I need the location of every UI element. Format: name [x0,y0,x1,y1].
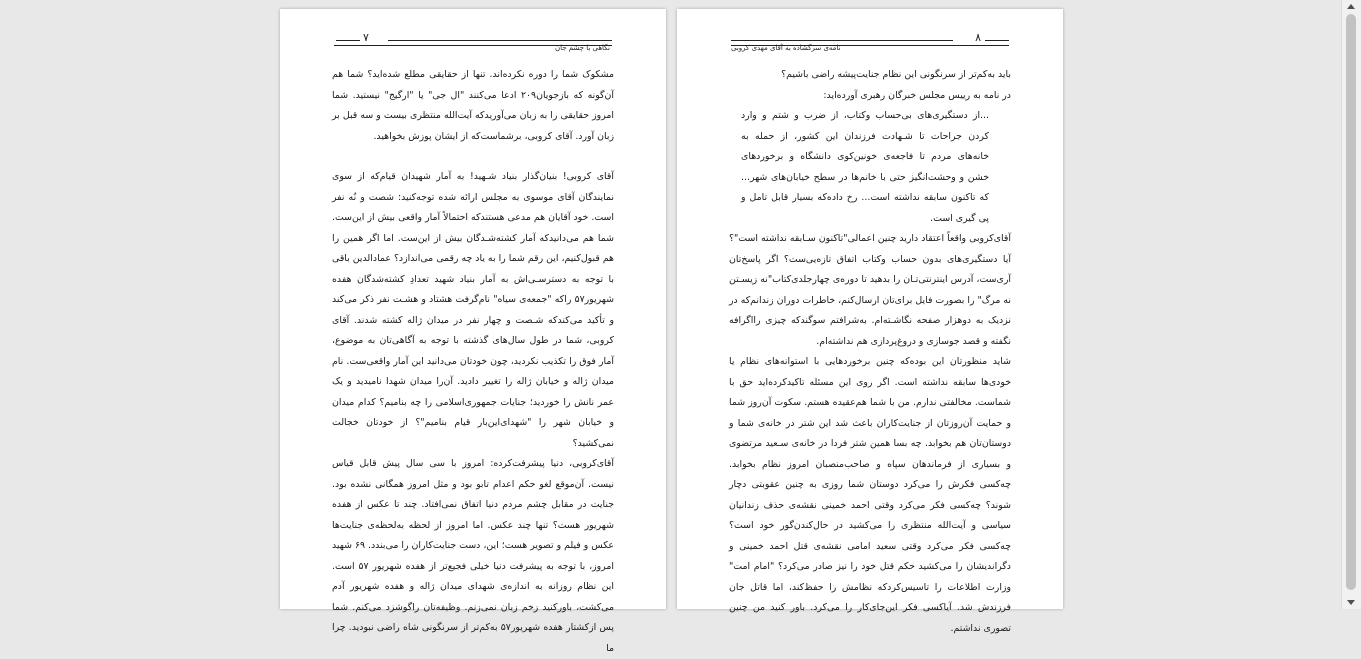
page-body [729,65,1011,639]
page-header [731,32,1009,56]
document-page [280,9,666,654]
paragraph: آقای‌کروبی، دنیا پیشرفت‌کرده: امروز با سی سال پیش قابل قیاس نیست. آن‌موقع لغو حکم اعدام تابو بود و مثل امروز همگانی نشده بود. جنایت در مقابل چشم مردم دنیا اتفاق نمی‌افتاد. چند تا عکس از هفده شهریور هست؟ تنها چند عکس. اما امروز از لحظه به‌لحظه‌ی جنایت‌ها عکس و فیلم و تصویر هست؛ این، دست جنایت‌کاران را می‌بندد. ۶۹ شهید امروز، با توجه به پیشرفت دنیا خیلی فجیع‌تر از هفده شهریور ۵۷ است. این نظام روزانه به اندازه‌ی شهدای میدان ژاله و هفده شهریور آدم می‌کشت، باورکنید زخم زبان نمی‌زنم. وظیفه‌تان را‌گوشزد می‌کنم. شما پس از‌کشتار هفده شهریور۵۷ به‌کم‌تر از سرنگونی شاه راضی نبودید. چرا ما [332,458,614,654]
scroll-up-arrow-icon[interactable] [1347,4,1355,9]
page-body [332,65,614,659]
scrollbar-thumb[interactable] [1346,14,1356,590]
paragraph: در نامه به رییس مجلس خبرگان رهبری آورده‌اید: [823,89,1011,101]
document-page [677,9,1063,634]
quoted-passage: ...از دستگیری‌های بی‌حساب وکتاب، از ضرب و شتم و وارد کردن جراحات تا شـهادت فرزندان این کشور، از حمله به خانه‌های مردم تا فاجعه‌ی خونین‌کوی دانشگاه و برخوردهای خشن و وحشت‌انگیز حتی با خانم‌ها در سطح خیابان‌های شهر... که تاکنون سابقه نداشته است... رخ داده‌که بسیار قابل تامل و پی گیری است. [741,110,989,224]
paragraph: آقای‌کروبی واقعاً اعتقاد دارید چنین اعمالی"تاکنون سـابقه نداشته است"؟ آیا دستگیری‌های بدون حساب وکتاب اتفاق تازه‌یی‌ست؟ اگر پاسخ‌تان آری‌ست، آدرس اینترنتی‌تـان را بدهید تا دوره‌ی چهارجلدی‌کتاب"نه زیسـتن نه مرگ" را بصورت فایل برای‌تان ارسال‌کنم، خاطرات دوران زندانم‌که در نزدیک به دوهزار صفحه نگاشـته‌ام. به‌شرافتم سوگند‌که چیزی را‌اگرافه نگفته و قصد جوسازی و دروغ‌پردازی هم نداشته‌ام. [729,233,1011,347]
paragraph: مشکوک شما را دوره نکرده‌اند. تنها از حقایقی مطلع شده‌اید؟ شما هم آن‌گونه که بازجویان۲۰۹ ادعا می‌کنند "ال جی" یا "ارگیج" نیستید. شما امروز حقایقی را به زبان می‌آورید‌که آیت‌الله منتظری بیست و سه قبل بر زبان آورد. آقای کروبی، برشماست‌که از ایشان پوزش بخواهید. [332,69,614,142]
page-number: ۷ [363,31,369,44]
running-header-title: نامه‌ی سرگشاده به آقای مهدی کروبی [731,44,841,52]
paragraph: باید به‌کم‌تر از سرنگونی این نظام جنایت‌پیشه راضی باشیم؟ [781,69,1011,80]
running-header-title: نگاهی با چشم جان [554,44,610,52]
page-number: ۸ [975,31,981,44]
paragraph: شاید منظورتان این بوده‌که چنین برخوردهایی با استوانه‌های نظام یا خودی‌ها سابقه نداشته است. اگر روی این مسئله تاکیدکرده‌اید حق با شماست. مخالفتی ندارم. من با شما هم‌عقیده هستم. سکوت آن‌روز شما و حمایت آن‌روزتان از جنایت‌کاران باعث شد این شتر در خانه‌ی شما و دوستان‌تان هم بخوابد. چه بسا همین شتر فردا در خانه‌ی سـعید مرتضوی و بسیاری از فرماندهان سپاه و صاحب‌منصبان امروز نظام بخوابد. چه‌کسی فکرش را می‌کرد دوستان شما روزی به چنین عقوبتی دچار شوند؟ چه‌کسی فکر می‌کرد وقتی احمد خمینی نقشه‌ی حذف زندانیان سیاسی و آیت‌الله منتظری را می‌کشید در حال‌کندن‌گور خود است؟ چه‌کسی فکر می‌کرد وقتی سعید امامی نقشه‌ی قتل احمد خمینی و دگراندیشان را می‌کشید حکم قتل خود را نیز صادر می‌کرد؟ "امام امت" وزارت اطلاعات را تاسیس‌کرد‌که نظامش را حفظ‌کند، اما قاتل جان فرزندش شد. آیا‌کسی فکر این‌جای‌کار را می‌کرد. باور کنید من چنین تصوری نداشتم. [729,356,1011,634]
paragraph: آقای کروبی! بنیان‌گذار بنیاد شـهید! به آمار شهیدان قیام‌که از سوی نمایندگان آقای موسوی به مجلس ارائه شده توجه‌کنید: شصت و نُه نفر است. خود آقایان هم مدعی هستند‌که احتمالاً آمار واقعی بیش از این‌ست. شما هم می‌دانید‌که آمار کشته‌شـدگان بیش از این‌ست. اما اگر همین را هم قبول‌کنیم، این رقم شما را به یاد چه رقمی می‌اندازد؟ عمادالدین باقی با توجه به دسترسـی‌اش به آمار بنیاد شهید تعدادِ کشته‌شدگان هفده شهریور۵۷ را‌که "جمعه‌ی سیاه" نام‌گرفت هشتاد و هشـت نفر ذکر می‌کند و تأکید می‌کندکه شـصت و چهار نفر در میدان ژاله کشته شدند. آقای کروبی، شما در طول سال‌های گذشته با توجه به آگاهی‌تان به موضوع، آمار فوق را تکذیب نکردید، چون خودتان می‌دانید این آمار واقعی‌ست. نام میدان ژاله و خیابان ژاله را تغییر دادید. آن‌را میدان شهدا نامیدید و یک عمر نانش را خوردید؛ جنایات جمهوری‌اسلامی را چه بنامیم؟ کدام میدان و خیابان شهر را "شهدای‌این‌بار قیام بنامیم"؟ از خودتان خجالت نمی‌کشید؟ [332,171,614,449]
scroll-down-arrow-icon[interactable] [1347,600,1355,605]
page-header [334,32,612,56]
vertical-scrollbar[interactable] [1341,0,1361,609]
